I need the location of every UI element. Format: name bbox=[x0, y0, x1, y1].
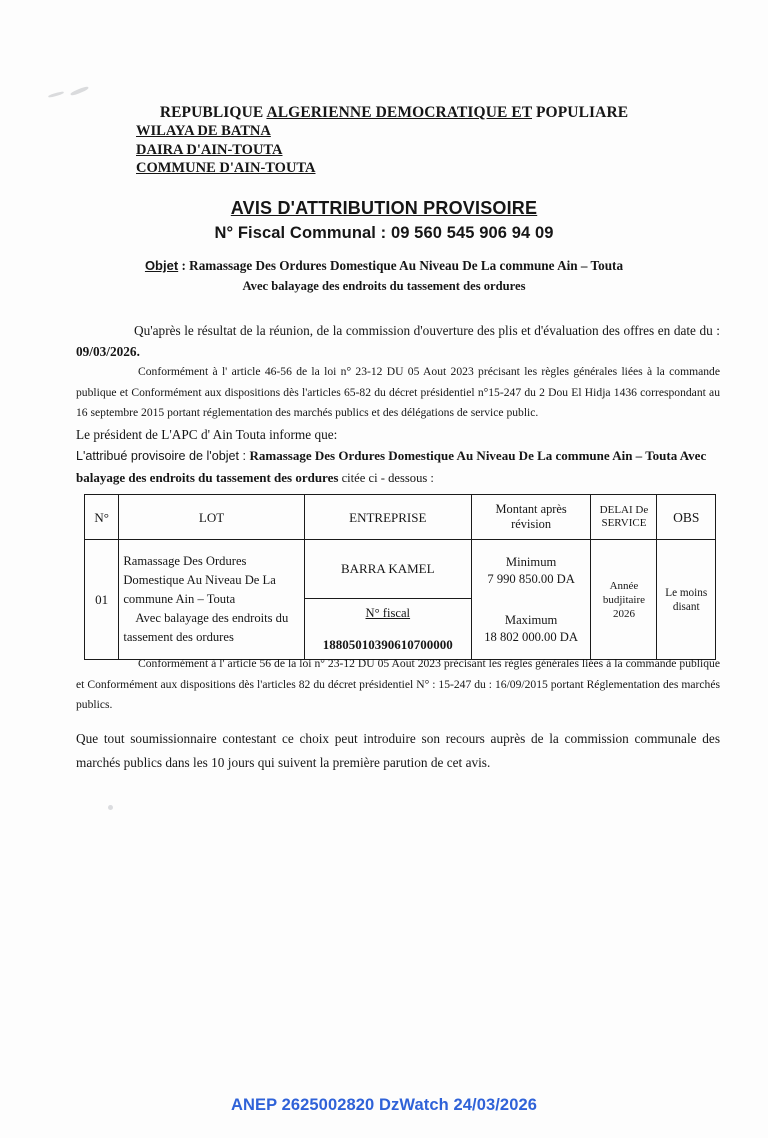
row-amount-cell bbox=[471, 540, 591, 660]
table-header-num: N° bbox=[85, 495, 119, 540]
row-entreprise-fiscal bbox=[304, 599, 471, 660]
table-header-obs: OBS bbox=[657, 495, 716, 540]
letterhead-commune: COMMUNE D'AIN-TOUTA bbox=[136, 160, 316, 176]
row-delai-service: Année budjitaire 2026 bbox=[591, 540, 657, 660]
closing-body-1 bbox=[76, 654, 720, 716]
intro-session-date: 09/03/2026. bbox=[76, 344, 140, 359]
page-subtitle-fiscal-number: N° Fiscal Communal : 09 560 545 906 94 09 bbox=[214, 224, 554, 242]
title-block bbox=[0, 198, 768, 243]
intro-paragraph-2: Conformément à l' article 46-56 de la loi n° 23-12 DU 05 Aout 2023 précisant les règles générales liées à la commande publique et Conformément aux dispositions dès l'articles 65-82 du décret présidentiel n°15-247 du 2 Dou El Hidja 1436 correspondant au 16 septembre 2015 portant réglementation des marchés publics et des délégations de service public. bbox=[76, 365, 720, 419]
letterhead-daira: DAIRA D'AIN-TOUTA bbox=[136, 141, 283, 158]
row-observation: Le moins disant bbox=[657, 540, 716, 660]
row-minimum-label: Minimum bbox=[505, 554, 557, 569]
table-header-montant: Montant après révision bbox=[471, 495, 591, 540]
intro-paragraph-1-text: Qu'après le résultat de la réunion, de la commission d'ouverture des plis et d'évaluation des offres en date du : bbox=[134, 323, 720, 338]
objet-block bbox=[0, 258, 768, 294]
letterhead bbox=[0, 104, 768, 178]
intro-body bbox=[76, 320, 720, 489]
row-fiscal-label: N° fiscal bbox=[365, 605, 411, 620]
row-fiscal-number: 18805010390610700000 bbox=[322, 636, 453, 652]
row-entreprise-name: BARRA KAMEL bbox=[304, 540, 471, 599]
letterhead-admin-block bbox=[136, 122, 768, 178]
row-number: 01 bbox=[85, 540, 119, 660]
row-lot-line1: Ramassage Des Ordures Domestique Au Niveau De La commune Ain – Touta bbox=[123, 554, 276, 606]
objet-line-1 bbox=[0, 258, 768, 274]
attribution-tail: citée ci - dessous : bbox=[338, 470, 434, 485]
closing-paragraph-2: Que tout soumissionnaire contestant ce choix peut introduire son recours auprès de la commission communale des marchés publics dans les 10 jours qui suivent la première parution de cet avis. bbox=[76, 731, 720, 770]
attribution-object: Ramassage Des Ordures Domestique Au Niveau De La commune Ain – Touta Avec balayage des endroits du tassement des ordures bbox=[76, 447, 707, 485]
table-header-delai: DELAI De SERVICE bbox=[591, 495, 657, 540]
closing-body-2 bbox=[76, 727, 720, 775]
scan-artifact-icon bbox=[48, 88, 94, 100]
row-maximum-label: Maximum bbox=[504, 612, 558, 627]
page-title: AVIS D'ATTRIBUTION PROVISOIRE bbox=[230, 198, 538, 218]
attribution-lead: L'attribué provisoire de l'objet : bbox=[76, 448, 250, 463]
amount-spacer bbox=[476, 588, 587, 612]
letterhead-republic-line bbox=[0, 104, 768, 122]
letterhead-wilaya: WILAYA DE BATNA bbox=[136, 123, 271, 139]
letterhead-republic-underlined: ALGERIENNE DEMOCRATIQUE ET bbox=[266, 104, 533, 121]
row-minimum-value: 7 990 850.00 DA bbox=[487, 571, 575, 586]
objet-text-line1: Ramassage Des Ordures Domestique Au Niveau De La commune Ain – Touta bbox=[189, 258, 624, 273]
table-header-row bbox=[85, 495, 716, 540]
row-lot-description bbox=[119, 540, 304, 660]
objet-text-line2: Avec balayage des endroits du tassement des ordures bbox=[242, 279, 526, 293]
table-row bbox=[85, 540, 716, 599]
row-maximum-value: 18 802 000.00 DA bbox=[484, 629, 578, 644]
objet-label: Objet bbox=[144, 258, 179, 273]
intro-paragraph-3: Le président de L'APC d' Ain Touta informe que: bbox=[76, 426, 338, 442]
intro-attribution bbox=[76, 445, 720, 489]
table-header-entreprise: ENTREPRISE bbox=[304, 495, 471, 540]
attribution-table bbox=[84, 494, 716, 660]
scan-speck-icon bbox=[108, 805, 113, 810]
closing-paragraph-1: Conformément à l' article 56 de la loi n° 23-12 DU 05 Aout 2023 précisant les règles générales liées à la commande publique et Conformément aux dispositions dès l'articles 82 du décret présidentiel N° : 15-247 du : 16/09/2015 portant Réglementation des marchés publics. bbox=[76, 657, 720, 711]
table-header-lot: LOT bbox=[119, 495, 304, 540]
anep-footer: ANEP 2625002820 DzWatch 24/03/2026 bbox=[230, 1096, 538, 1114]
letterhead-republic-suffix: POPULIARE bbox=[532, 104, 629, 121]
row-lot-line2: Avec balayage des endroits du tassement des ordures bbox=[123, 611, 289, 644]
objet-separator: : bbox=[178, 258, 190, 273]
intro-paragraph-1 bbox=[76, 320, 720, 362]
letterhead-republic-prefix: REPUBLIQUE bbox=[159, 104, 267, 121]
